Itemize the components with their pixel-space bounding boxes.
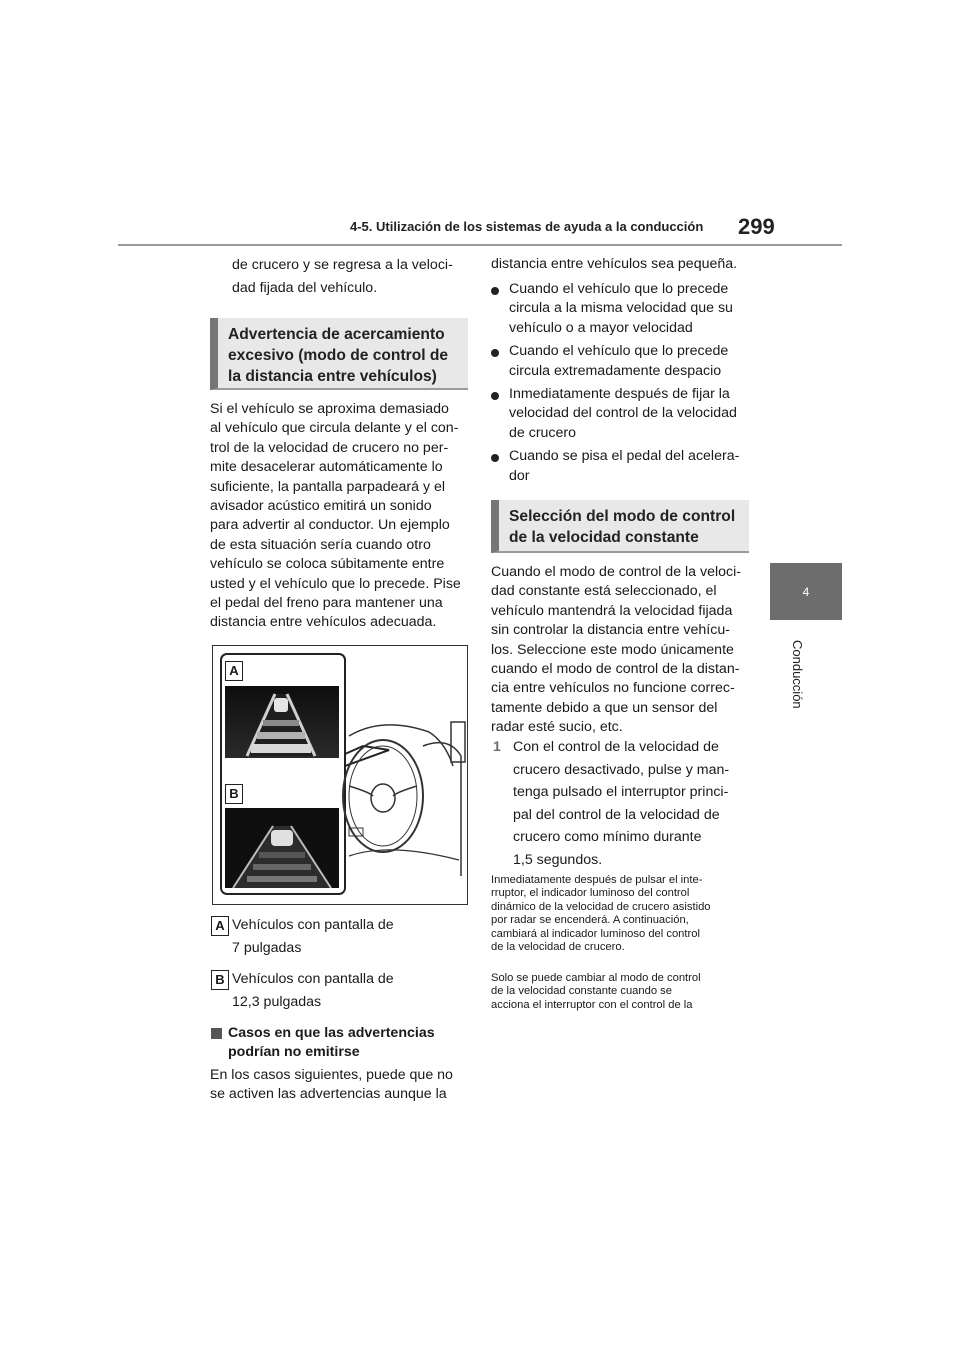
chapter-label: Conducción bbox=[790, 640, 805, 709]
legend-line: 7 pulgadas bbox=[232, 939, 302, 956]
text-line: usted y el vehículo que lo precede. Pise bbox=[210, 575, 461, 592]
subheading-warnings-not-emitted bbox=[211, 1024, 490, 1062]
bullet-list bbox=[491, 280, 753, 486]
step-1: 1 Con el control de la velocidad de crucero desactivado, pulse y man- tenga pulsado el interruptor princi- pal del control de la velocidad de crucero como mínimo durante 1,5 segundos. bbox=[491, 736, 756, 872]
text-line: se activen las advertencias aunque la bbox=[210, 1086, 447, 1103]
heading-line: de la velocidad constante bbox=[509, 529, 699, 546]
legend-line: Vehículos con pantalla de bbox=[232, 971, 394, 987]
legend-line: 12,3 pulgadas bbox=[232, 993, 322, 1010]
text-line: distancia entre vehículos adecuada. bbox=[210, 614, 437, 631]
dashboard-illustration bbox=[213, 646, 467, 904]
text-line: suficiente, la pantalla parpadeará y el bbox=[210, 478, 446, 495]
figure-label-a: A bbox=[225, 661, 243, 681]
text-line: vehículo se coloca súbitamente entre bbox=[210, 556, 445, 573]
chapter-number: 4 bbox=[802, 584, 810, 599]
legend-line: Vehículos con pantalla de bbox=[232, 917, 394, 933]
header-divider bbox=[118, 244, 842, 246]
continued-text: distancia entre vehículos sea pequeña. bbox=[491, 256, 738, 272]
text-line: para advertir al conductor. Un ejemplo bbox=[210, 517, 450, 534]
text-line: avisador acústico emitirá un sonido bbox=[210, 498, 432, 515]
bullet-icon bbox=[491, 454, 499, 462]
note-mode-switch: Solo se puede cambiar al modo de control de la velocidad constante cuando se acciona el interruptor con el control de la bbox=[491, 972, 701, 1011]
illustration-display-figure bbox=[212, 645, 468, 905]
text-line: de esta situación sería cuando otro bbox=[210, 536, 431, 553]
text-line: mite desacelerar automáticamente lo bbox=[210, 459, 443, 476]
heading-line: Advertencia de acercamiento bbox=[228, 326, 445, 343]
heading-line: Selección del modo de control bbox=[509, 508, 736, 525]
section-heading-proximity-warning bbox=[210, 318, 468, 390]
text-line: dad fijada del vehículo. bbox=[232, 279, 378, 296]
legend-item-b bbox=[211, 968, 471, 1013]
paragraph-proximity bbox=[210, 400, 472, 633]
list-item: Inmediatamente después de fijar la velocidad del control de la velocidad de crucero bbox=[491, 385, 753, 443]
section-title: 4-5. Utilización de los sistemas de ayuda a la conducción bbox=[350, 219, 704, 234]
square-bullet-icon bbox=[211, 1028, 222, 1039]
note-indicator-change: Inmediatamente después de pulsar el inte- rruptor, el indicador luminoso del control dinámico de la velocidad de crucero asistido por radar se encenderá. A continuación, cambiará al indicador luminoso del control de la velocidad de crucero. bbox=[491, 874, 711, 954]
figure-label-b: B bbox=[225, 784, 243, 804]
text-line: de crucero y se regresa a la veloci- bbox=[232, 257, 453, 273]
step-number: 1 bbox=[493, 739, 501, 755]
bullet-icon bbox=[491, 287, 499, 295]
bullet-icon bbox=[491, 392, 499, 400]
list-item: Cuando se pisa el pedal del acelera- dor bbox=[491, 447, 753, 486]
list-item: Cuando el vehículo que lo precede circula extremadamente despacio bbox=[491, 342, 753, 381]
text-line: el pedal del freno para mantener una bbox=[210, 595, 443, 612]
heading-line: excesivo (modo de control de bbox=[228, 347, 449, 364]
legend-item-a bbox=[211, 914, 471, 959]
legend-badge-b: B bbox=[211, 970, 229, 990]
paragraph-cases-intro bbox=[210, 1066, 472, 1105]
text-line: trol de la velocidad de crucero no per- bbox=[210, 439, 449, 456]
list-item: Cuando el vehículo que lo precede circula a la misma velocidad que su vehículo o a mayor velocidad bbox=[491, 280, 753, 338]
page-number: 299 bbox=[738, 214, 775, 239]
subheading-line: podrían no emitirse bbox=[228, 1044, 360, 1060]
paragraph-constant-speed: Cuando el modo de control de la veloci- dad constante está seleccionado, el vehículo mantendrá la velocidad fijada sin controlar la distancia entre vehícu- los. Seleccione este modo únicamente cuando el modo de control de la distan- cia entre vehículos no funcione correc- tamente debido a que un sensor del radar esté sucio, etc. bbox=[491, 564, 742, 736]
bullet-icon bbox=[491, 349, 499, 357]
intro-text bbox=[232, 254, 482, 299]
heading-line: la distancia entre vehículos) bbox=[228, 368, 437, 385]
text-line: En los casos siguientes, puede que no bbox=[210, 1067, 453, 1083]
text-line: al vehículo que circula delante y el con- bbox=[210, 420, 459, 437]
section-heading-constant-speed bbox=[491, 500, 749, 553]
legend-badge-a: A bbox=[211, 916, 229, 936]
text-line: Si el vehículo se aproxima demasiado bbox=[210, 401, 449, 417]
subheading-line: Casos en que las advertencias bbox=[228, 1025, 435, 1041]
chapter-tab bbox=[770, 563, 842, 620]
